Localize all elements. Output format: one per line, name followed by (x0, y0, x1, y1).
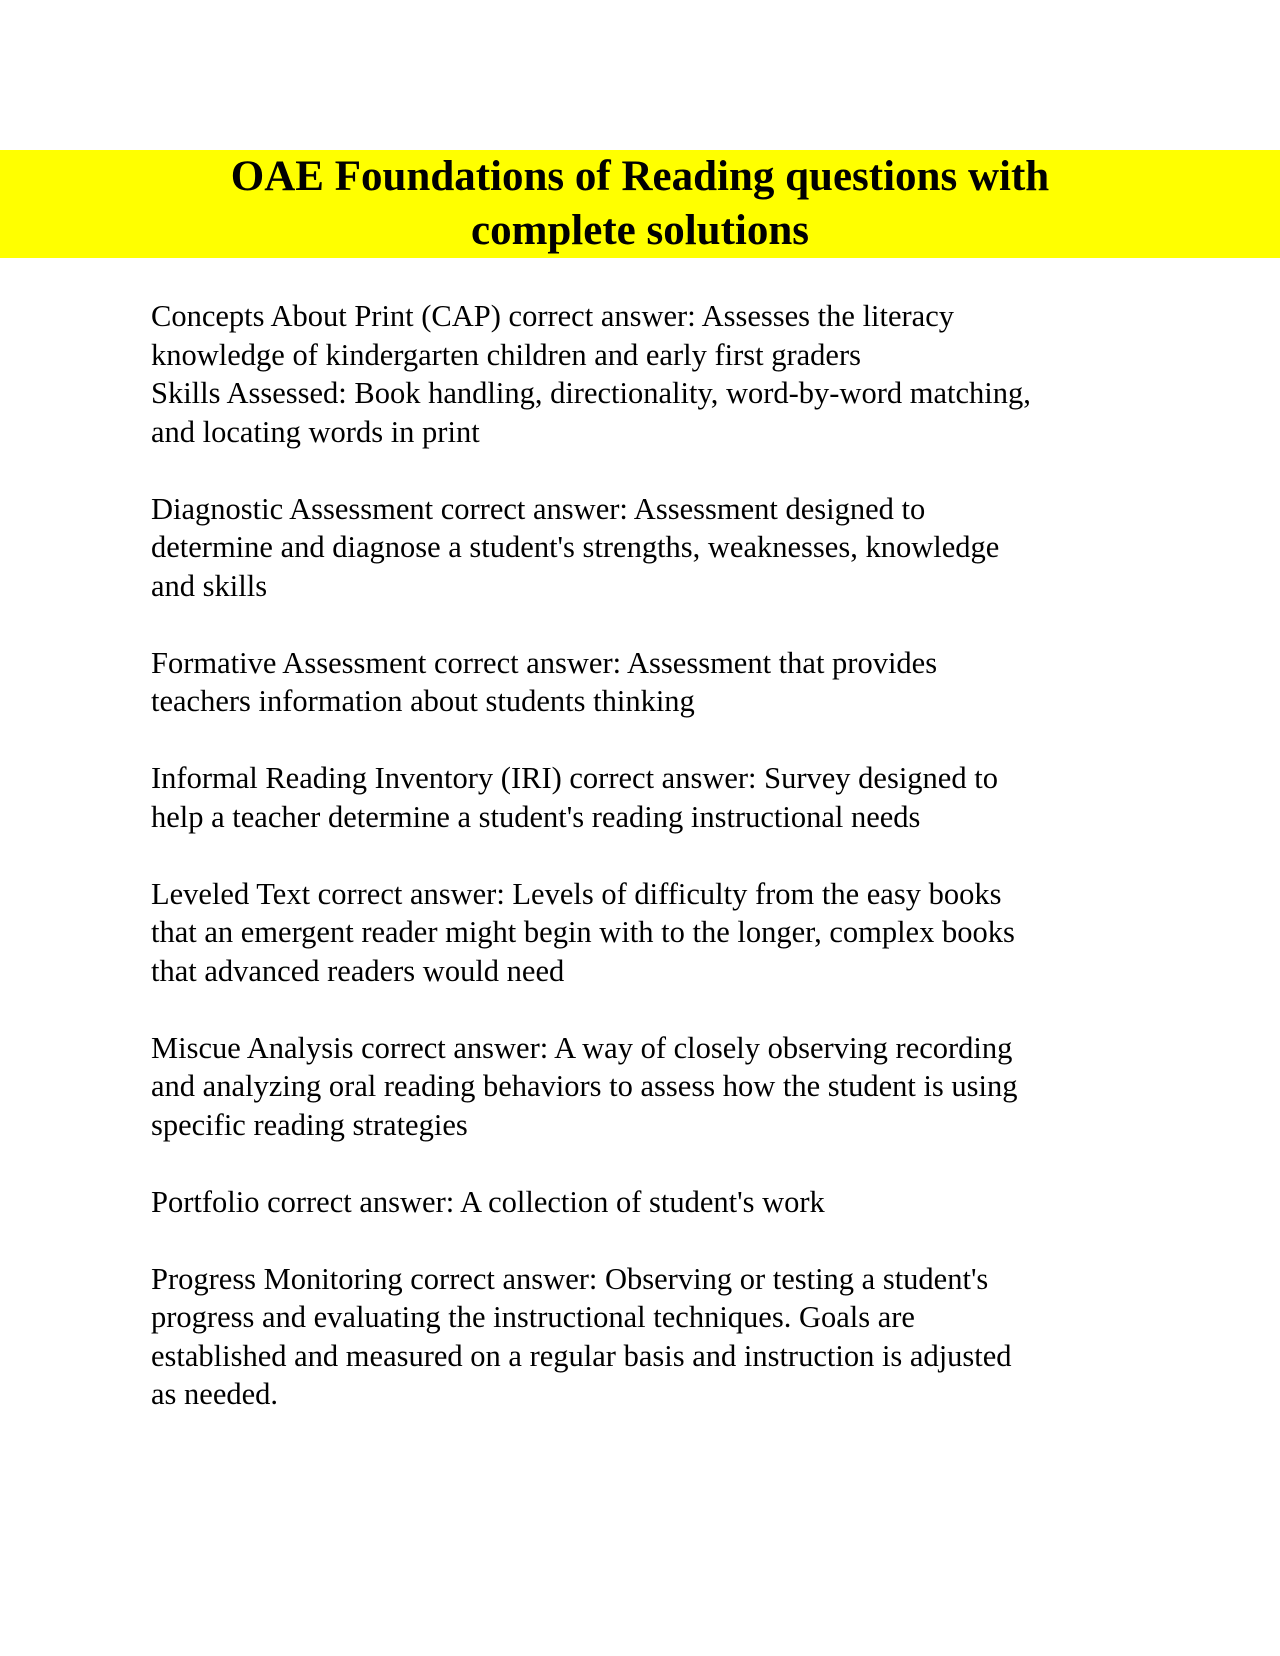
title-line: OAE Foundations of Reading questions with (230, 153, 1050, 200)
paragraph-line: determine and diagnose a student's strengths, weaknesses, knowledge (151, 530, 1000, 564)
paragraph-line: teachers information about students thinking (151, 684, 695, 718)
title-line: complete solutions (470, 207, 810, 254)
paragraph-line: Leveled Text correct answer: Levels of difficulty from the easy books (151, 876, 1002, 911)
paragraph-line: Progress Monitoring correct answer: Observing or testing a student's (151, 1261, 989, 1296)
document-title (0, 150, 1280, 258)
paragraph-line: and analyzing oral reading behaviors to assess how the student is using (151, 1069, 1018, 1103)
paragraph-line: established and measured on a regular basis and instruction is adjusted (151, 1338, 1012, 1373)
paragraph-line: knowledge of kindergarten children and early first graders (151, 337, 861, 372)
paragraph-line: and locating words in print (151, 414, 480, 449)
definition-paragraph (151, 875, 1151, 991)
document-body (151, 297, 1151, 1452)
paragraph-line: Miscue Analysis correct answer: A way of closely observing recording (151, 1030, 1013, 1065)
paragraph-line: and skills (151, 568, 268, 603)
paragraph-line: that advanced readers would need (151, 953, 565, 988)
definition-paragraph (151, 490, 1151, 606)
paragraph-line: Formative Assessment correct answer: Assessment that provides (151, 645, 938, 680)
definition-paragraph (151, 1029, 1151, 1145)
paragraph-line: that an emergent reader might begin with to the longer, complex books (151, 915, 1015, 949)
paragraph-line: help a teacher determine a student's reading instructional needs (151, 799, 921, 834)
paragraph-line: Skills Assessed: Book handling, directionality, word-by-word matching, (151, 376, 1031, 410)
paragraph-line: Diagnostic Assessment correct answer: Assessment designed to (151, 491, 926, 526)
paragraph-line: specific reading strategies (151, 1107, 468, 1142)
paragraph-line: Informal Reading Inventory (IRI) correct answer: Survey designed to (151, 761, 998, 795)
paragraph-line: Portfolio correct answer: A collection of student's work (151, 1184, 825, 1219)
paragraph-line: progress and evaluating the instructional techniques. Goals are (151, 1300, 915, 1334)
paragraph-line: as needed. (151, 1377, 279, 1411)
definition-paragraph (151, 644, 1151, 721)
definition-paragraph (151, 1260, 1151, 1414)
paragraph-line: Concepts About Print (CAP) correct answer: Assesses the literacy (151, 299, 955, 333)
definition-paragraph (151, 297, 1151, 451)
definition-paragraph (151, 759, 1151, 836)
definition-paragraph (151, 1183, 1151, 1222)
